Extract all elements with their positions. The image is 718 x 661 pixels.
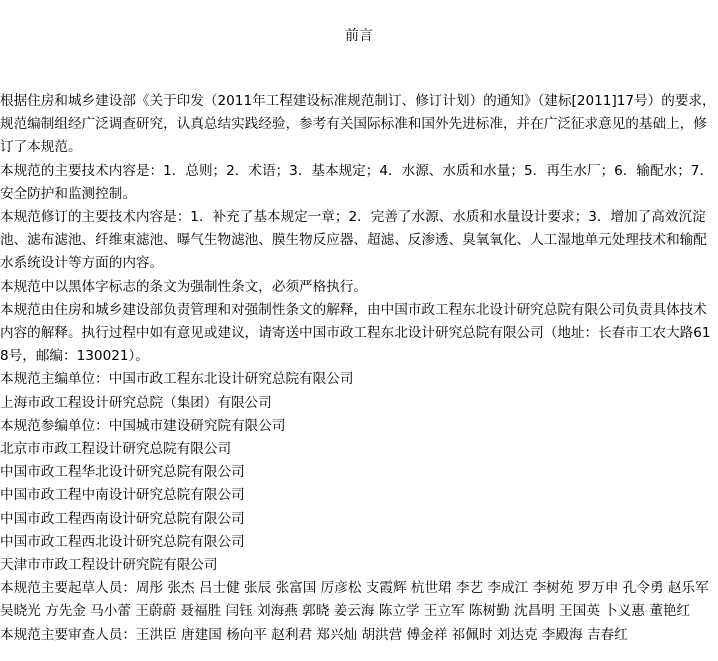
chief-editor-unit-2: 上海市政工程设计研究总院（集团）有限公司	[0, 394, 272, 411]
participating-unit: 本规范参编单位：中国城市建设研究院有限公司	[0, 417, 286, 434]
paragraph-mandatory-note: 本规范中以黑体字标志的条文为强制性条文，必须严格执行。	[0, 278, 368, 295]
paragraph-revision-basis: 根据住房和城乡建设部《关于印发（2011年工程建设标准规范制订、修订计划）的通知》（建标[2011]17号）的要求，规范编制组经广泛调查研究，认真总结实践经验，参考有关国际标准和国外先进标准，并在广泛征求意见的基础上，修订了本规范。	[0, 93, 716, 156]
participating-unit: 中国市政工程华北设计研究总院有限公司	[0, 464, 245, 481]
participating-unit: 北京市市政工程设计研究总院有限公司	[0, 441, 232, 458]
paragraph-revision-contents: 本规范修订的主要技术内容是：1．补充了基本规定一章；2．完善了水源、水质和水量设计要求；3．增加了高效沉淀池、滤布滤池、纤维束滤池、曝气生物滤池、膜生物反应器、超滤、反渗透、臭氧氧化、人工湿地单元处理技术和输配水系统设计等方面的内容。	[0, 209, 707, 272]
participating-unit: 中国市政工程西南设计研究总院有限公司	[0, 510, 245, 527]
drafters-list: 本规范主要起草人员：周彤 张杰 吕士健 张辰 张富国 厉彦松 支霞辉 杭世珺 李艺 李成江 李树苑 罗万申 孔令勇 赵乐军 吴晓光 方先金 马小蕾 王蔚蔚 聂福胜 闫钰 刘海燕 郭晓 姜云海 陈立学 王立军 陈树勤 沈昌明 王国英 卜义惠 董艳红	[0, 580, 709, 620]
chief-editor-unit: 本规范主编单位：中国市政工程东北设计研究总院有限公司	[0, 371, 354, 388]
participating-unit: 天津市市政工程设计研究院有限公司	[0, 557, 218, 574]
document-body	[0, 90, 716, 647]
participating-unit: 中国市政工程中南设计研究总院有限公司	[0, 487, 245, 504]
page-title: 前言	[345, 28, 373, 44]
participating-unit: 中国市政工程西北设计研究总院有限公司	[0, 533, 245, 550]
paragraph-management: 本规范由住房和城乡建设部负责管理和对强制性条文的解释，由中国市政工程东北设计研究总院有限公司负责具体技术内容的解释。执行过程中如有意见或建议，请寄送中国市政工程东北设计研究总院有限公司（地址：长春市工农大路618号，邮编：130021）。	[0, 301, 711, 365]
reviewers-list: 本规范主要审查人员：王洪臣 唐建国 杨向平 赵利君 郑兴灿 胡洪营 傅金祥 祁佩时 刘达克 李殿海 吉春红	[0, 626, 628, 643]
paragraph-main-contents: 本规范的主要技术内容是：1．总则；2．术语；3．基本规定；4．水源、水质和水量；5．再生水厂；6．输配水；7．安全防护和监测控制。	[0, 162, 714, 202]
